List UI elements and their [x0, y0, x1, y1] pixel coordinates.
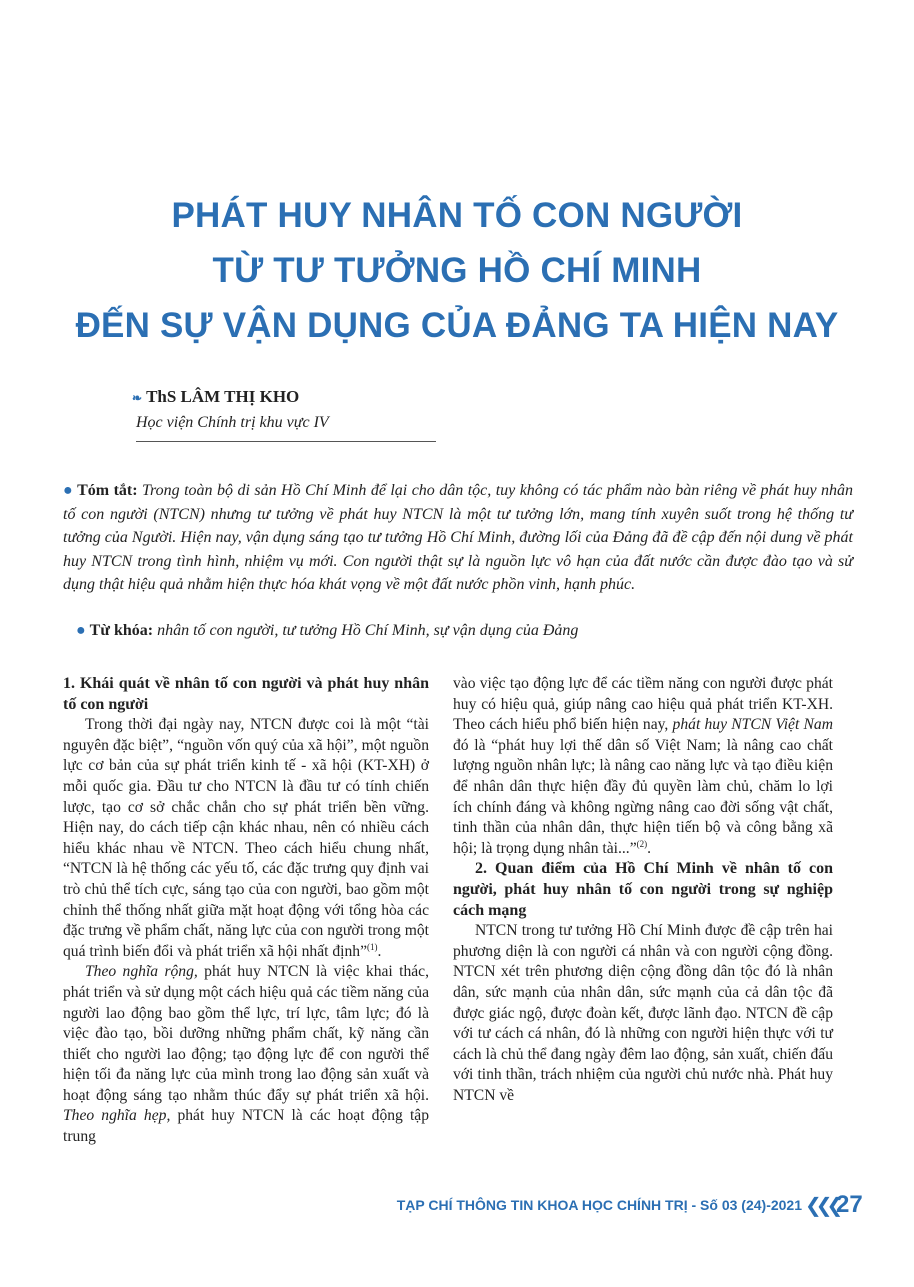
section-1-heading: 1. Khái quát về nhân tố con người và phát huy nhân tố con người — [63, 675, 429, 713]
abstract-bullet-icon: ● — [63, 482, 74, 499]
abstract-text: Trong toàn bộ di sản Hồ Chí Minh để lại cho dân tộc, tuy không có tác phẩm nào bàn riêng về phát huy nhân tố con người (NTCN) nhưng tư tưởng về phát huy NTCN là một tư tưởng lớn, mang tính xuyên suốt trong hệ thống tư tưởng của Người. Hiện nay, vận dụng sáng tạo tư tưởng Hồ Chí Minh, đường lối của Đảng đã đề cập đến nội dung về phát huy NTCN trong tình hình, nhiệm vụ mới. Con người thật sự là nguồn lực vô hạn của đất nước cần được đào tạo và sử dụng thật hiệu quả nhằm hiện thực hóa khát vọng về một đất nước phồn vinh, hạnh phúc. — [63, 482, 854, 593]
keywords-label: Từ khóa: — [89, 622, 154, 639]
section-1-paragraph-2: Theo nghĩa rộng, phát huy NTCN là việc khai thác, phát triển và sử dụng một cách hiệu quả các tiềm năng của người lao động bao gồm thể lực, trí lực, tâm lực; đó là việc đào tạo, bồi dưỡng những phẩm chất, kỹ năng cần thiết cho người lao động; tạo động lực để con người thể hiện tối đa năng lực của mình trong lao động sản xuất và hoạt động sáng tạo nhằm thúc đẩy sự phát triển xã hội. Theo nghĩa hẹp, phát huy NTCN là các hoạt động tập trung — [63, 963, 429, 1146]
article-title — [0, 188, 914, 353]
section-1-paragraph-1: Trong thời đại ngày nay, NTCN được coi là một “tài nguyên đặc biệt”, “nguồn vốn quý của xã hội”, một nguồn lực cơ bản của sự phát triển kinh tế - xã hội (KT-XH) ở mỗi quốc gia. Đầu tư cho NTCN là đầu tư có tính chiến lược, tạo cơ sở chắc chắn cho sự phát triển bền vững. Hiện nay, do cách tiếp cận khác nhau, nên có nhiều cách hiểu khác nhau về NTCN. Theo cách hiểu chung nhất, “NTCN là hệ thống các yếu tố, các đặc trưng quy định vai trò chủ thể tích cực, sáng tạo của con người, bao gồm một chỉnh thể thống nhất giữa mặt hoạt động với tổng hòa các đặc trưng về phẩm chất, năng lực của con người trong một quá trình biến đổi và phát triển xã hội nhất định”$^{(1)}$. — [63, 716, 429, 960]
keywords-bullet-icon: ● — [76, 622, 86, 639]
chevrons-icon: ❮❮❮ — [805, 1193, 838, 1217]
section-1-paragraph-2-continued: vào việc tạo động lực để các tiềm năng con người được phát huy có hiệu quả, giúp nâng cao hiệu quả phát triển KT-XH. Theo cách hiểu phổ biến hiện nay, phát huy NTCN Việt Nam đó là “phát huy lợi thế dân số Việt Nam; là nâng cao chất lượng nguồn nhân lực; là nâng cao năng lực và tạo điều kiện để nhân dân thực hiện đầy đủ quyền làm chủ, chăm lo lợi ích chính đáng và không ngừng nâng cao đời sống vật chất, tinh thần của nhân dân, thực hiện tiến bộ và công bằng xã hội; là trọng dụng nhân tài...”$^{(2)}$. — [453, 675, 833, 857]
keywords-text: nhân tố con người, tư tưởng Hồ Chí Minh, sự vận dụng của Đảng — [157, 622, 579, 639]
journal-name: TẠP CHÍ THÔNG TIN KHOA HỌC CHÍNH TRỊ - Số 03 (24)-2021 — [396, 1197, 802, 1213]
title-line-2: TỪ TƯ TƯỞNG HỒ CHÍ MINH — [212, 251, 702, 290]
author-name: ThS LÂM THỊ KHO — [146, 387, 300, 406]
title-line-3: ĐẾN SỰ VẬN DỤNG CỦA ĐẢNG TA HIỆN NAY — [75, 306, 839, 345]
page-number: 27 — [836, 1191, 863, 1218]
page-footer — [0, 1193, 914, 1219]
body-column-left — [63, 674, 429, 1148]
author-name-line — [132, 387, 299, 407]
body-column-right — [453, 674, 833, 1106]
footnote-ref-2[interactable]: (2) — [636, 838, 648, 849]
abstract-label: Tóm tắt: — [77, 482, 138, 499]
journal-issue: - Số 03 (24)-2021 — [687, 1197, 802, 1213]
author-bullet-icon: ❧ — [132, 391, 143, 405]
footnote-ref-1[interactable]: (1) — [367, 941, 378, 952]
section-2-heading: 2. Quan điểm của Hồ Chí Minh về nhân tố con người, phát huy nhân tố con người trong sự nghiệp cách mạng — [453, 860, 833, 919]
author-affiliation: Học viện Chính trị khu vực IV — [136, 414, 329, 431]
abstract — [63, 479, 853, 597]
keywords — [76, 622, 578, 640]
section-2-paragraph-1: NTCN trong tư tưởng Hồ Chí Minh được đề cập trên hai phương diện là con người cá nhân và con người cộng đồng. NTCN xét trên phương diện cộng đồng dân tộc đó là nhân dân, sức mạnh của nhân dân, sức mạnh của cả dân tộc đã được giác ngộ, được đoàn kết, được lãnh đạo. NTCN đề cập với tư cách cá nhân, đó là những con người hiện thực với tư cách là chủ thể đang ngày đêm lao động, sản xuất, chiến đấu với tinh thần, trách nhiệm của người chủ nước nhà. Phát huy NTCN về — [453, 922, 833, 1104]
affiliation-divider — [136, 441, 436, 442]
title-line-1: PHÁT HUY NHÂN TỐ CON NGƯỜI — [171, 196, 743, 235]
